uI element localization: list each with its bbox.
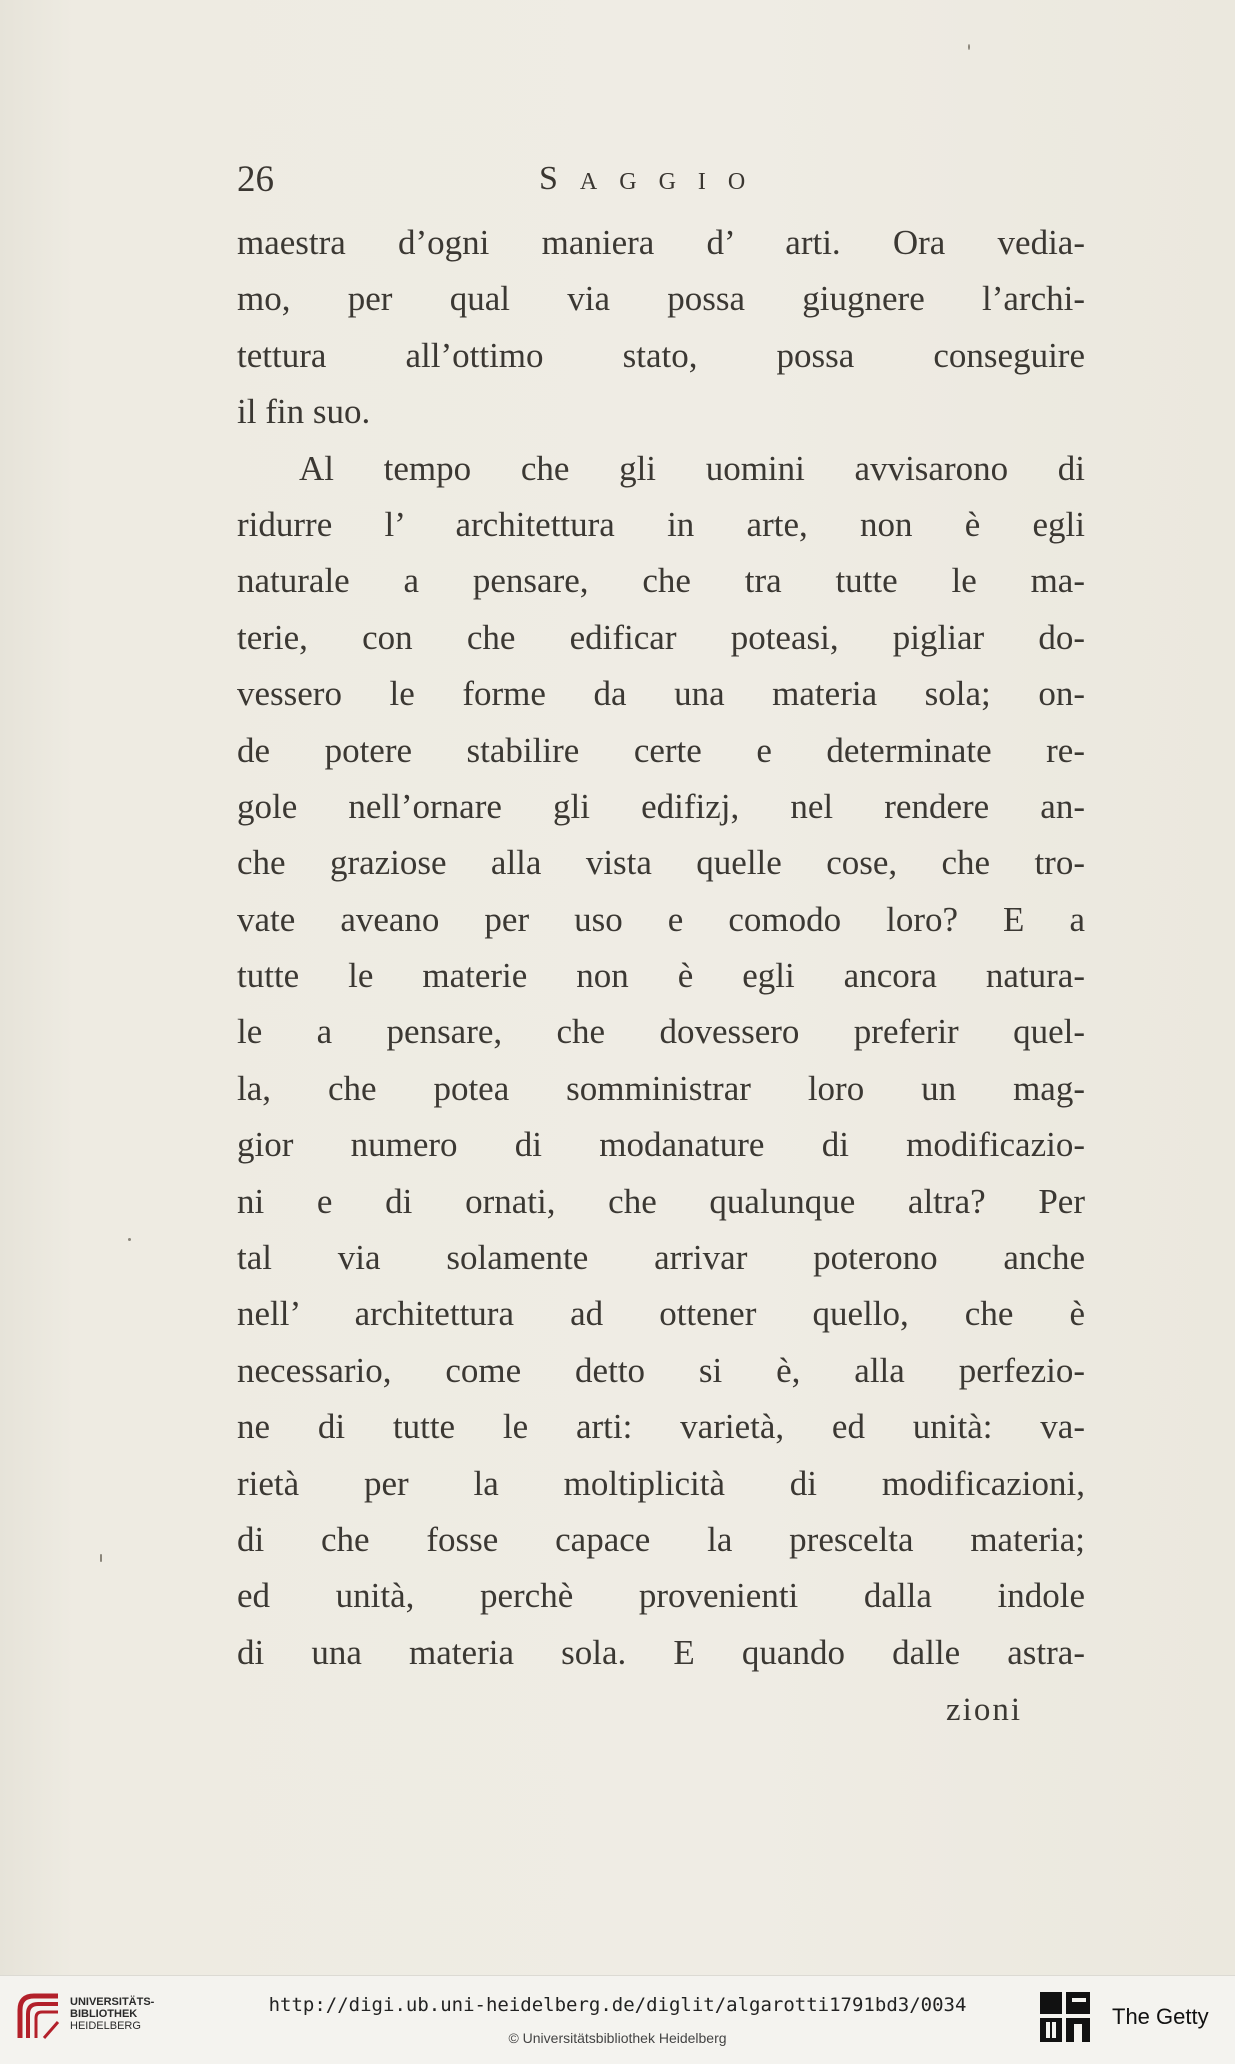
text-line: ridurre l’ architettura in arte, non è egli — [237, 504, 1085, 544]
body-text — [237, 215, 1085, 1681]
text-line: necessario, come detto si è, alla perfezio- — [237, 1350, 1085, 1390]
text-line: nell’ architettura ad ottener quello, che è — [237, 1294, 1085, 1334]
text-line: tal via solamente arrivar poterono anche — [237, 1238, 1085, 1278]
text-line: il fin suo. — [237, 392, 371, 432]
page-header — [237, 158, 1097, 214]
text-line: gole nell’ornare gli edifizj, nel rendere an- — [237, 786, 1085, 826]
getty-logo-icon[interactable] — [1038, 1988, 1094, 2048]
page-number: 26 — [237, 159, 274, 200]
library-name-line: BIBLIOTHEK — [70, 2008, 138, 2020]
text-line: vessero le forme da una materia sola; on- — [237, 674, 1085, 714]
text-line: di una materia sola. E quando dalle astra- — [237, 1632, 1085, 1672]
text-line: terie, con che edificar poteasi, pigliar do- — [237, 617, 1085, 657]
text-line: Al tempo che gli uomini avvisarono di — [299, 448, 1085, 488]
text-line: tutte le materie non è egli ancora natura- — [237, 956, 1085, 996]
text-line: de potere stabilire certe e determinate re- — [237, 730, 1085, 770]
paper-speck — [100, 1554, 102, 1562]
text-line: gior numero di modanature di modificazio- — [237, 1125, 1085, 1165]
permalink-url[interactable]: http://digi.ub.uni-heidelberg.de/diglit/algarotti1791bd3/0034 — [268, 1994, 967, 2016]
text-line: naturale a pensare, che tra tutte le ma- — [237, 561, 1085, 601]
text-line: ne di tutte le arti: varietà, ed unità: va- — [237, 1407, 1085, 1447]
getty-label: The Getty — [1112, 2004, 1209, 2029]
text-line: ni e di ornati, che qualunque altra? Per — [237, 1181, 1085, 1221]
library-name-line: HEIDELBERG — [70, 2020, 141, 2032]
text-line: vate aveano per uso e comodo loro? E a — [237, 899, 1085, 939]
viewer-footer — [0, 1975, 1235, 2064]
text-line: mo, per qual via possa giugnere l’archi- — [237, 279, 1085, 319]
text-line: le a pensare, che dovessero preferir quel- — [237, 1012, 1085, 1052]
text-line: ed unità, perchè provenienti dalla indole — [237, 1576, 1085, 1616]
text-line: tettura all’ottimo stato, possa conseguire — [237, 335, 1085, 375]
text-line: la, che potea somministrar loro un mag- — [237, 1068, 1085, 1108]
running-title: Saggio — [539, 160, 768, 197]
paper-speck — [968, 44, 970, 50]
text-line: che graziose alla vista quelle cose, che tro- — [237, 843, 1085, 883]
text-line: di che fosse capace la prescelta materia; — [237, 1519, 1085, 1559]
copyright-notice: © Universitätsbibliothek Heidelberg — [508, 2030, 727, 2046]
catchword: zioni — [946, 1692, 1022, 1728]
library-name-line: UNIVERSITÄTS- — [70, 1996, 155, 2008]
paper-speck — [128, 1238, 131, 1241]
text-line: maestra d’ogni maniera d’ arti. Ora vedia- — [237, 223, 1085, 262]
text-line: rietà per la moltiplicità di modificazioni, — [237, 1463, 1085, 1503]
